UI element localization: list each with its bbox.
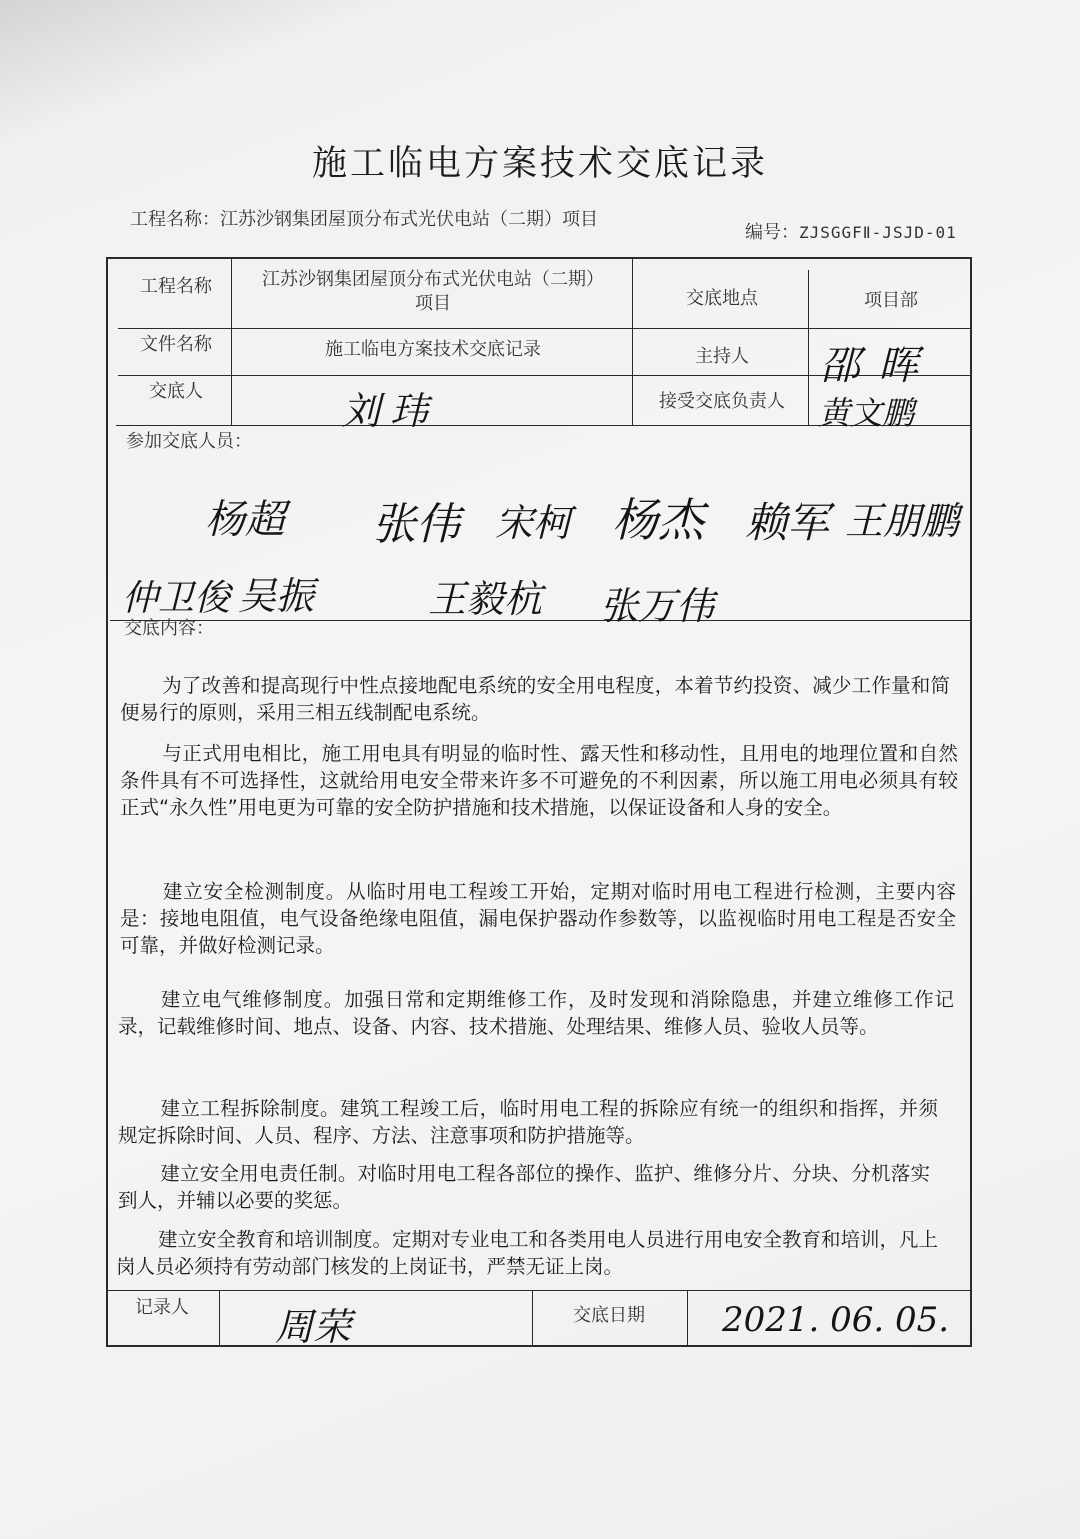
column-divider	[687, 1290, 688, 1347]
participant-signature: 王毅杭	[428, 577, 543, 621]
file-name-value: 施工临电方案技术交底记录	[325, 339, 541, 360]
content-paragraph: 建立电气维修制度。加强日常和定期维修工作，及时发现和消除隐患，并建立维修工作记录，记载维修时间、地点、设备、内容、技术措施、处理结果、维修人员、验收人员等。	[118, 988, 954, 1038]
participant-signature: 杨超	[205, 497, 285, 543]
label-date: 交底日期	[573, 1305, 645, 1326]
content-paragraph: 建立安全检测制度。从临时用电工程竣工开始，定期对临时用电工程进行检测，主要内容是：接地电阻值，电气设备绝缘电阻值，漏电保护器动作参数等，以监视临时用电工程是否安全可靠，并做好检测记录。	[120, 880, 956, 957]
label-presenter: 交底人	[149, 381, 203, 402]
label-project-name: 工程名称	[140, 276, 212, 297]
content-paragraph: 建立安全教育和培训制度。定期对专业电工和各类用电人员进行用电安全教育和培训，凡上岗人员必须持有劳动部门核发的上岗证书，严禁无证上岗。	[116, 1228, 939, 1278]
content-paragraph: 建立安全用电责任制。对临时用电工程各部位的操作、监护、维修分片、分块、分机落实到人，并辅以必要的奖惩。	[118, 1162, 930, 1212]
label-recorder: 记录人	[135, 1297, 189, 1318]
document-title: 施工临电方案技术交底记录	[311, 144, 768, 184]
participant-signature: 杨杰	[612, 493, 704, 547]
location-value: 项目部	[864, 290, 918, 311]
participant-signature: 张伟	[372, 499, 460, 550]
label-host: 主持人	[695, 346, 749, 367]
participant-signature: 宋柯	[495, 501, 572, 545]
column-divider	[219, 1290, 220, 1347]
participant-signature: 赖军	[745, 498, 830, 547]
label-receiver: 接受交底负责人	[659, 391, 785, 412]
label-location: 交底地点	[686, 288, 758, 309]
recorder-signature: 周荣	[275, 1305, 352, 1349]
label-content: 交底内容：	[124, 618, 214, 639]
participant-signature: 张万伟	[600, 584, 715, 628]
host-signature: 邵晖	[820, 343, 936, 389]
code-label: 编号：	[745, 222, 799, 243]
project-name-line2: 项目	[415, 293, 451, 314]
content-paragraph: 与正式用电相比，施工用电具有明显的临时性、露天性和移动性，且用电的地理位置和自然条件具有不可选择性，这就给用电安全带来许多不可避免的不利因素，所以施工用电必须具有较正式“永久性”用电更为可靠的安全防护措施和技术措施，以保证设备和人身的安全。	[120, 742, 958, 819]
presenter-signature: 刘玮	[342, 389, 439, 433]
document-code	[745, 218, 957, 244]
column-divider	[231, 257, 232, 425]
column-divider	[532, 1290, 533, 1347]
project-name-line1: 江苏沙钢集团屋顶分布式光伏电站（二期）	[262, 269, 604, 290]
participant-signature: 仲卫俊	[122, 578, 231, 619]
receiver-signature: 黄文鹏	[818, 394, 915, 432]
project-line: 工程名称：江苏沙钢集团屋顶分布式光伏电站（二期）项目	[130, 209, 598, 230]
participant-signature: 王朋鹏	[845, 499, 960, 543]
code-value: ZJSGGFⅡ-JSJD-01	[799, 223, 957, 242]
content-paragraph: 为了改善和提高现行中性点接地配电系统的安全用电程度，本着节约投资、减少工作量和简便易行的原则，采用三相五线制配电系统。	[120, 674, 950, 724]
column-divider	[632, 257, 633, 425]
row-divider	[106, 1290, 972, 1291]
row-divider	[118, 328, 972, 329]
date-handwritten: 2021. 06. 05.	[722, 1300, 950, 1340]
label-file-name: 文件名称	[140, 334, 212, 355]
label-participants: 参加交底人员：	[126, 431, 252, 452]
participant-signature: 吴振	[238, 574, 315, 618]
content-paragraph: 建立工程拆除制度。建筑工程竣工后，临时用电工程的拆除应有统一的组织和指挥，并须规定拆除时间、人员、程序、方法、注意事项和防护措施等。	[118, 1097, 938, 1147]
column-divider	[808, 270, 809, 425]
